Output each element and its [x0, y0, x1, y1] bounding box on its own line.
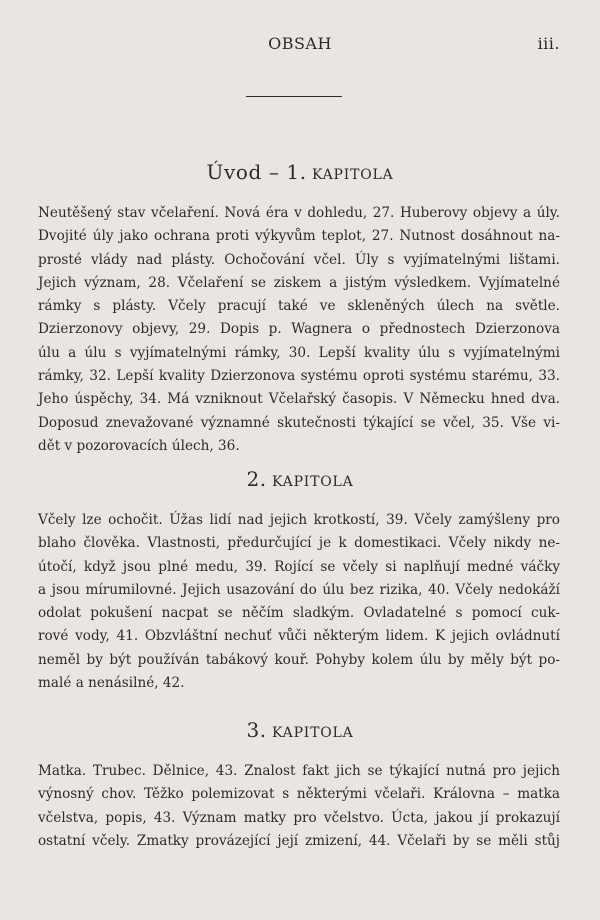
chapter1-line: rámky, 32. Lepší kvality Dzierzonova systému oproti systému starému, 33. [38, 368, 560, 385]
chapter2-line: neměl by být používán tabákový kouř. Pohyby kolem úlu by měly být po- [38, 651, 560, 668]
chapter3-heading-word: KAPITOLA [266, 725, 354, 741]
chapter2-line: blaho člověka. Vlastnosti, předurčující je k domestikaci. Včely nikdy ne- [38, 535, 560, 552]
chapter1-line: Dvojité úly jako ochrana proti výkyvům teplot, 27. Nutnost dosáhnout na- [38, 228, 560, 245]
page-number: iii. [537, 34, 560, 53]
chapter2-heading-word: KAPITOLA [266, 474, 354, 490]
chapter1-line: Neutěšený stav včelaření. Nová éra v dohledu, 27. Huberovy objevy a úly. [38, 205, 560, 221]
chapter2-paragraph [38, 509, 560, 695]
chapter1-line: úlu a úlu s vyjímatelnými rámky, 30. Lepší kvality úlu s vyjímatelnými [38, 344, 560, 361]
chapter3-line: Matka. Trubec. Dělnice, 43. Znalost fakt jich se týkající nutná pro jejich [38, 763, 560, 779]
chapter1-line: rámky s plásty. Včely pracují také ve skleněných úlech na světle. [38, 298, 560, 315]
chapter2-line: odolat pokušení nacpat se něčím sladkým. Ovladatelné s pomocí cuk- [38, 605, 560, 622]
title-rule [246, 96, 342, 97]
chapter2-line: Včely lze ochočit. Úžas lidí nad jejich krotkostí, 39. Včely zamýšleny pro [38, 512, 560, 528]
chapter3-line: výnosný chov. Těžko polemizovat s některými včelaři. Královna – matka [38, 786, 560, 803]
running-head [0, 34, 600, 58]
chapter3-line: ostatní včely. Zmatky provázející její zmizení, 44. Včelaři by se měli stůj [38, 832, 560, 849]
chapter3-paragraph [38, 760, 560, 853]
chapter2-line: malé a nenásilné, 42. [38, 675, 185, 692]
chapter2-heading-main: 2. [246, 467, 267, 491]
chapter1-line: Doposud znevažované významné skutečnosti týkající se včel, 35. Vše vi- [38, 414, 560, 431]
chapter3-line: včelstva, popis, 43. Význam matky pro včelstvo. Úcta, jakou jí prokazují [38, 809, 560, 826]
chapter2-line: a jsou mírumilovné. Jejich usazování do úlu bez rizika, 40. Včely nedokáží [38, 581, 560, 598]
chapter1-line: dět v pozorovacích úlech, 36. [38, 437, 240, 454]
chapter2-line: rové vody, 41. Obzvláštní nechuť vůči některým lidem. K jejich ovládnutí [38, 628, 560, 645]
chapter3-heading-main: 3. [246, 718, 267, 742]
paper-speck: · · [380, 900, 388, 909]
chapter2-heading [0, 467, 600, 491]
chapter1-heading-word: KAPITOLA [306, 167, 394, 183]
chapter1-paragraph [38, 202, 560, 458]
running-head-title: OBSAH [268, 34, 332, 53]
chapter1-line: Jeho úspěchy, 34. Má vzniknout Včelařský časopis. V Německu hned dva. [38, 391, 560, 408]
chapter1-heading [0, 160, 600, 184]
chapter3-heading [0, 718, 600, 742]
chapter2-line: útočí, když jsou plné medu, 39. Rojící se včely si naplňují medné váčky [38, 558, 560, 575]
chapter1-line: Dzierzonovy objevy, 29. Dopis p. Wagnera o přednostech Dzierzonova [38, 321, 560, 338]
chapter1-line: Jejich význam, 28. Včelaření se ziskem a jistým výsledkem. Vyjímatelné [38, 274, 560, 291]
chapter1-line: prosté vlády nad plásty. Ochočování včel. Úly s vyjímatelnými lištami. [38, 251, 560, 268]
chapter1-heading-main: Úvod – 1. [206, 160, 307, 184]
